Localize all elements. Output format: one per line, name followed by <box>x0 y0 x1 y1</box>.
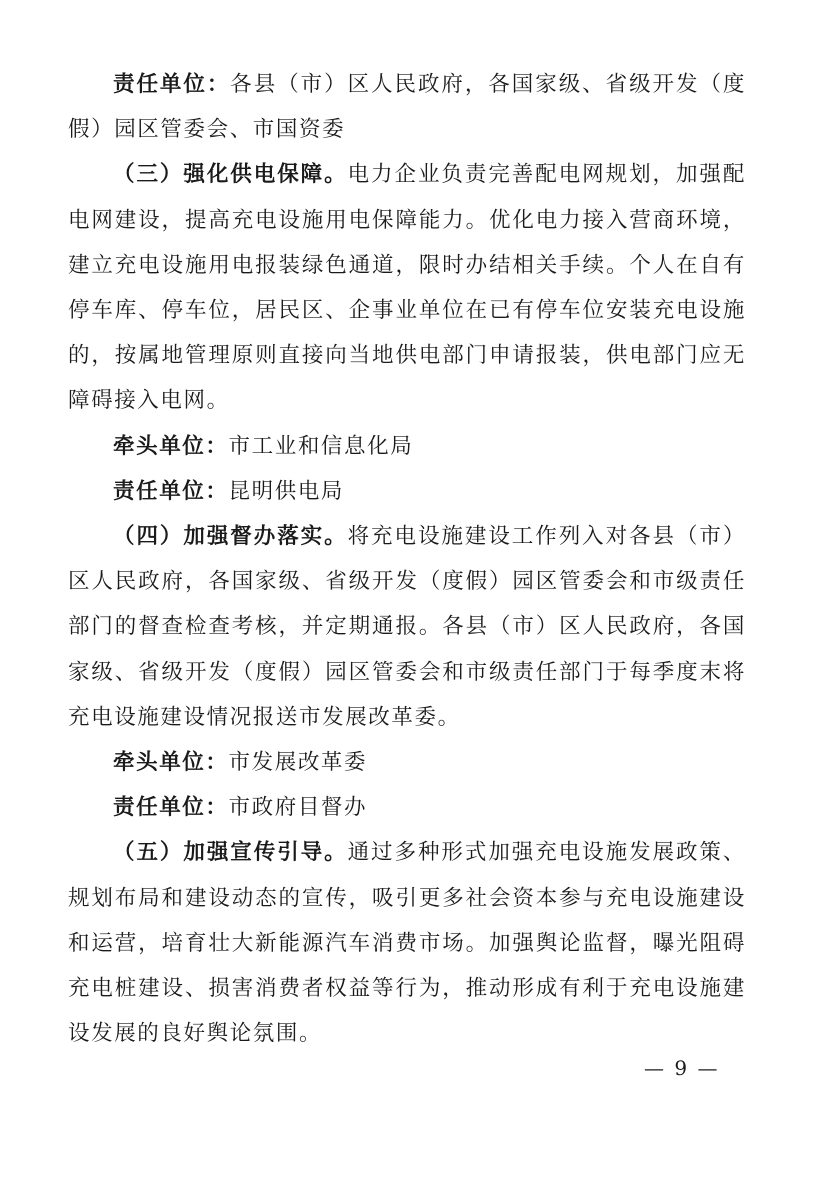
lead-unit-label: 牵头单位： <box>113 433 229 459</box>
responsible-unit-label: 责任单位： <box>113 478 229 504</box>
document-body <box>68 62 746 1056</box>
lead-unit-value: 市工业和信息化局 <box>228 433 414 459</box>
section-5-paragraph <box>68 830 746 1056</box>
responsibility-label: 责任单位： <box>113 72 231 97</box>
section-4-responsible-unit <box>68 785 746 830</box>
responsibility-text: 各县（市）区人民政府，各国家级、省级开发（度假）园区管委会、市国资委 <box>68 72 746 143</box>
page-number: — 9 — <box>644 1056 720 1080</box>
section-4-heading: （四）加强督办落实。 <box>113 524 348 550</box>
responsible-unit-value: 昆明供电局 <box>228 478 345 504</box>
section-4-text: 将充电设施建设工作列入对各县（市）区人民政府，各国家级、省级开发（度假）园区管委会和市级责任部门的督查检查考核，并定期通报。各县（市）区人民政府，各国家级、省级开发（度假）园区管委会和市级责任部门于每季度末将充电设施建设情况报送市发展改革委。 <box>68 524 746 730</box>
section-3-paragraph <box>68 152 746 423</box>
section-4-lead-unit <box>68 740 746 785</box>
responsible-unit-label: 责任单位： <box>113 795 229 821</box>
section-3-responsible-unit <box>68 469 746 514</box>
section-5-heading: （五）加强宣传引导。 <box>113 840 348 866</box>
section-4-paragraph <box>68 514 746 740</box>
section-3-heading: （三）强化供电保障。 <box>113 162 348 188</box>
section-3-text: 电力企业负责完善配电网规划，加强配电网建设，提高充电设施用电保障能力。优化电力接入营商环境，建立充电设施用电报装绿色通道，限时办结相关手续。个人在自有停车库、停车位，居民区、企事业单位在已有停车位安装充电设施的，按属地管理原则直接向当地供电部门申请报装，供电部门应无障碍接入电网。 <box>68 162 746 414</box>
responsibility-paragraph <box>68 62 746 152</box>
section-3-lead-unit <box>68 424 746 469</box>
lead-unit-label: 牵头单位： <box>113 750 229 776</box>
section-5-text: 通过多种形式加强充电设施发展政策、规划布局和建设动态的宣传，吸引更多社会资本参与充电设施建设和运营，培育壮大新能源汽车消费市场。加强舆论监督，曝光阻碍充电桩建设、损害消费者权益等行为，推动形成有利于充电设施建设发展的良好舆论氛围。 <box>68 840 746 1047</box>
lead-unit-value: 市发展改革委 <box>228 750 368 776</box>
responsible-unit-value: 市政府目督办 <box>228 795 368 821</box>
